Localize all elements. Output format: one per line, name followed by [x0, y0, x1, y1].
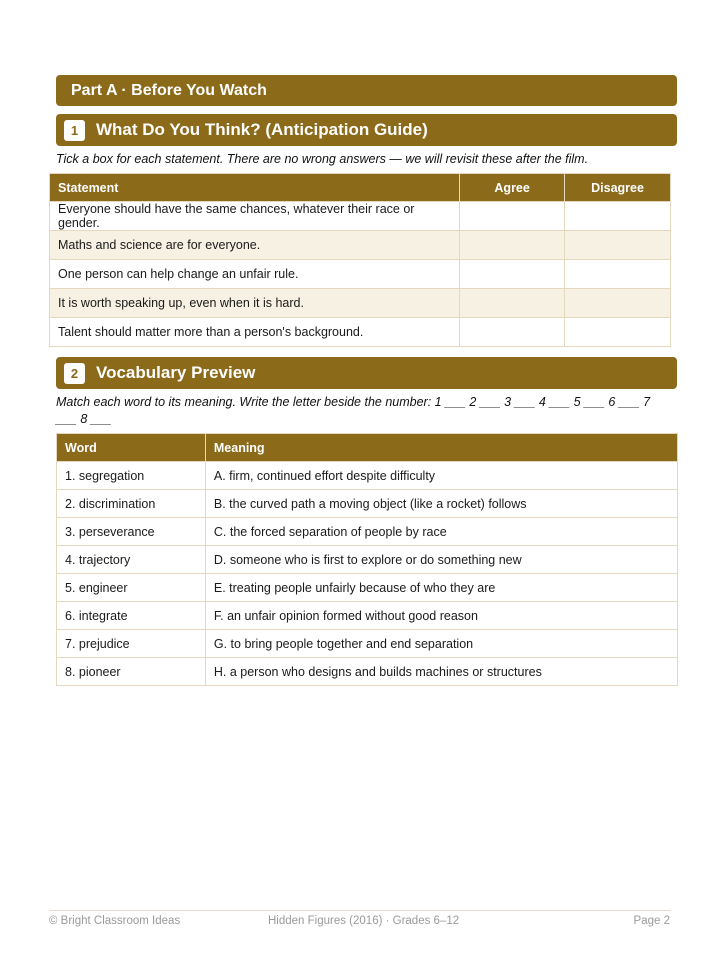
word-cell: 4. trajectory	[57, 546, 206, 574]
column-header-disagree: Disagree	[565, 174, 671, 202]
word-cell: 3. perseverance	[57, 518, 206, 546]
table-row	[57, 658, 678, 686]
disagree-checkbox-cell[interactable]	[565, 318, 671, 347]
table-row	[57, 630, 678, 658]
table-row	[57, 574, 678, 602]
word-cell: 5. engineer	[57, 574, 206, 602]
statement-cell: Talent should matter more than a person's background.	[50, 318, 460, 347]
meaning-cell: D. someone who is first to explore or do something new	[205, 546, 677, 574]
section-2-header	[56, 357, 677, 389]
statement-cell: Maths and science are for everyone.	[50, 231, 460, 260]
word-cell: 2. discrimination	[57, 490, 206, 518]
agree-checkbox-cell[interactable]	[460, 260, 565, 289]
table-row	[50, 231, 671, 260]
table-header-row	[50, 174, 671, 202]
disagree-checkbox-cell[interactable]	[565, 289, 671, 318]
vocabulary-table	[56, 433, 678, 686]
meaning-cell: B. the curved path a moving object (like a rocket) follows	[205, 490, 677, 518]
part-banner: Part A · Before You Watch	[56, 75, 677, 106]
section-2-instructions: Match each word to its meaning. Write the letter beside the number: 1 ___ 2 ___ 3 ___ 4 ___ 5 ___ 6 ___ 7 ___ 8 ___	[56, 395, 651, 426]
section-1-instructions: Tick a box for each statement. There are no wrong answers — we will revisit these after the film.	[56, 152, 589, 166]
word-cell: 6. integrate	[57, 602, 206, 630]
meaning-cell: F. an unfair opinion formed without good reason	[205, 602, 677, 630]
table-row	[50, 260, 671, 289]
footer-page-number: Page 2	[633, 915, 670, 927]
table-header-row	[57, 434, 678, 462]
meaning-cell: G. to bring people together and end separation	[205, 630, 677, 658]
word-cell: 7. prejudice	[57, 630, 206, 658]
column-header-word: Word	[57, 434, 206, 462]
disagree-checkbox-cell[interactable]	[565, 202, 671, 231]
agree-checkbox-cell[interactable]	[460, 231, 565, 260]
table-row	[50, 289, 671, 318]
section-title: Vocabulary Preview	[96, 363, 256, 382]
table-row	[57, 602, 678, 630]
section-title: What Do You Think? (Anticipation Guide)	[96, 120, 428, 139]
statement-cell: Everyone should have the same chances, whatever their race or gender.	[50, 202, 460, 231]
footer-divider	[49, 910, 671, 911]
word-cell: 1. segregation	[57, 462, 206, 490]
section-1-header	[56, 114, 677, 146]
meaning-cell: E. treating people unfairly because of who they are	[205, 574, 677, 602]
column-header-statement: Statement	[50, 174, 460, 202]
table-row	[50, 202, 671, 231]
statement-cell: It is worth speaking up, even when it is hard.	[50, 289, 460, 318]
table-row	[57, 546, 678, 574]
table-row	[57, 462, 678, 490]
disagree-checkbox-cell[interactable]	[565, 231, 671, 260]
table-row	[57, 518, 678, 546]
table-row	[57, 490, 678, 518]
meaning-cell: H. a person who designs and builds machines or structures	[205, 658, 677, 686]
footer-title: Hidden Figures (2016) · Grades 6–12	[268, 915, 460, 927]
footer-copyright: © Bright Classroom Ideas	[49, 915, 181, 927]
agree-checkbox-cell[interactable]	[460, 202, 565, 231]
section-number-badge: 1	[64, 120, 85, 141]
table-row	[50, 318, 671, 347]
meaning-cell: C. the forced separation of people by race	[205, 518, 677, 546]
statement-cell: One person can help change an unfair rule.	[50, 260, 460, 289]
agree-checkbox-cell[interactable]	[460, 289, 565, 318]
section-number-badge: 2	[64, 363, 85, 384]
anticipation-guide-table	[49, 173, 671, 347]
column-header-meaning: Meaning	[205, 434, 677, 462]
meaning-cell: A. firm, continued effort despite difficulty	[205, 462, 677, 490]
word-cell: 8. pioneer	[57, 658, 206, 686]
disagree-checkbox-cell[interactable]	[565, 260, 671, 289]
agree-checkbox-cell[interactable]	[460, 318, 565, 347]
column-header-agree: Agree	[460, 174, 565, 202]
